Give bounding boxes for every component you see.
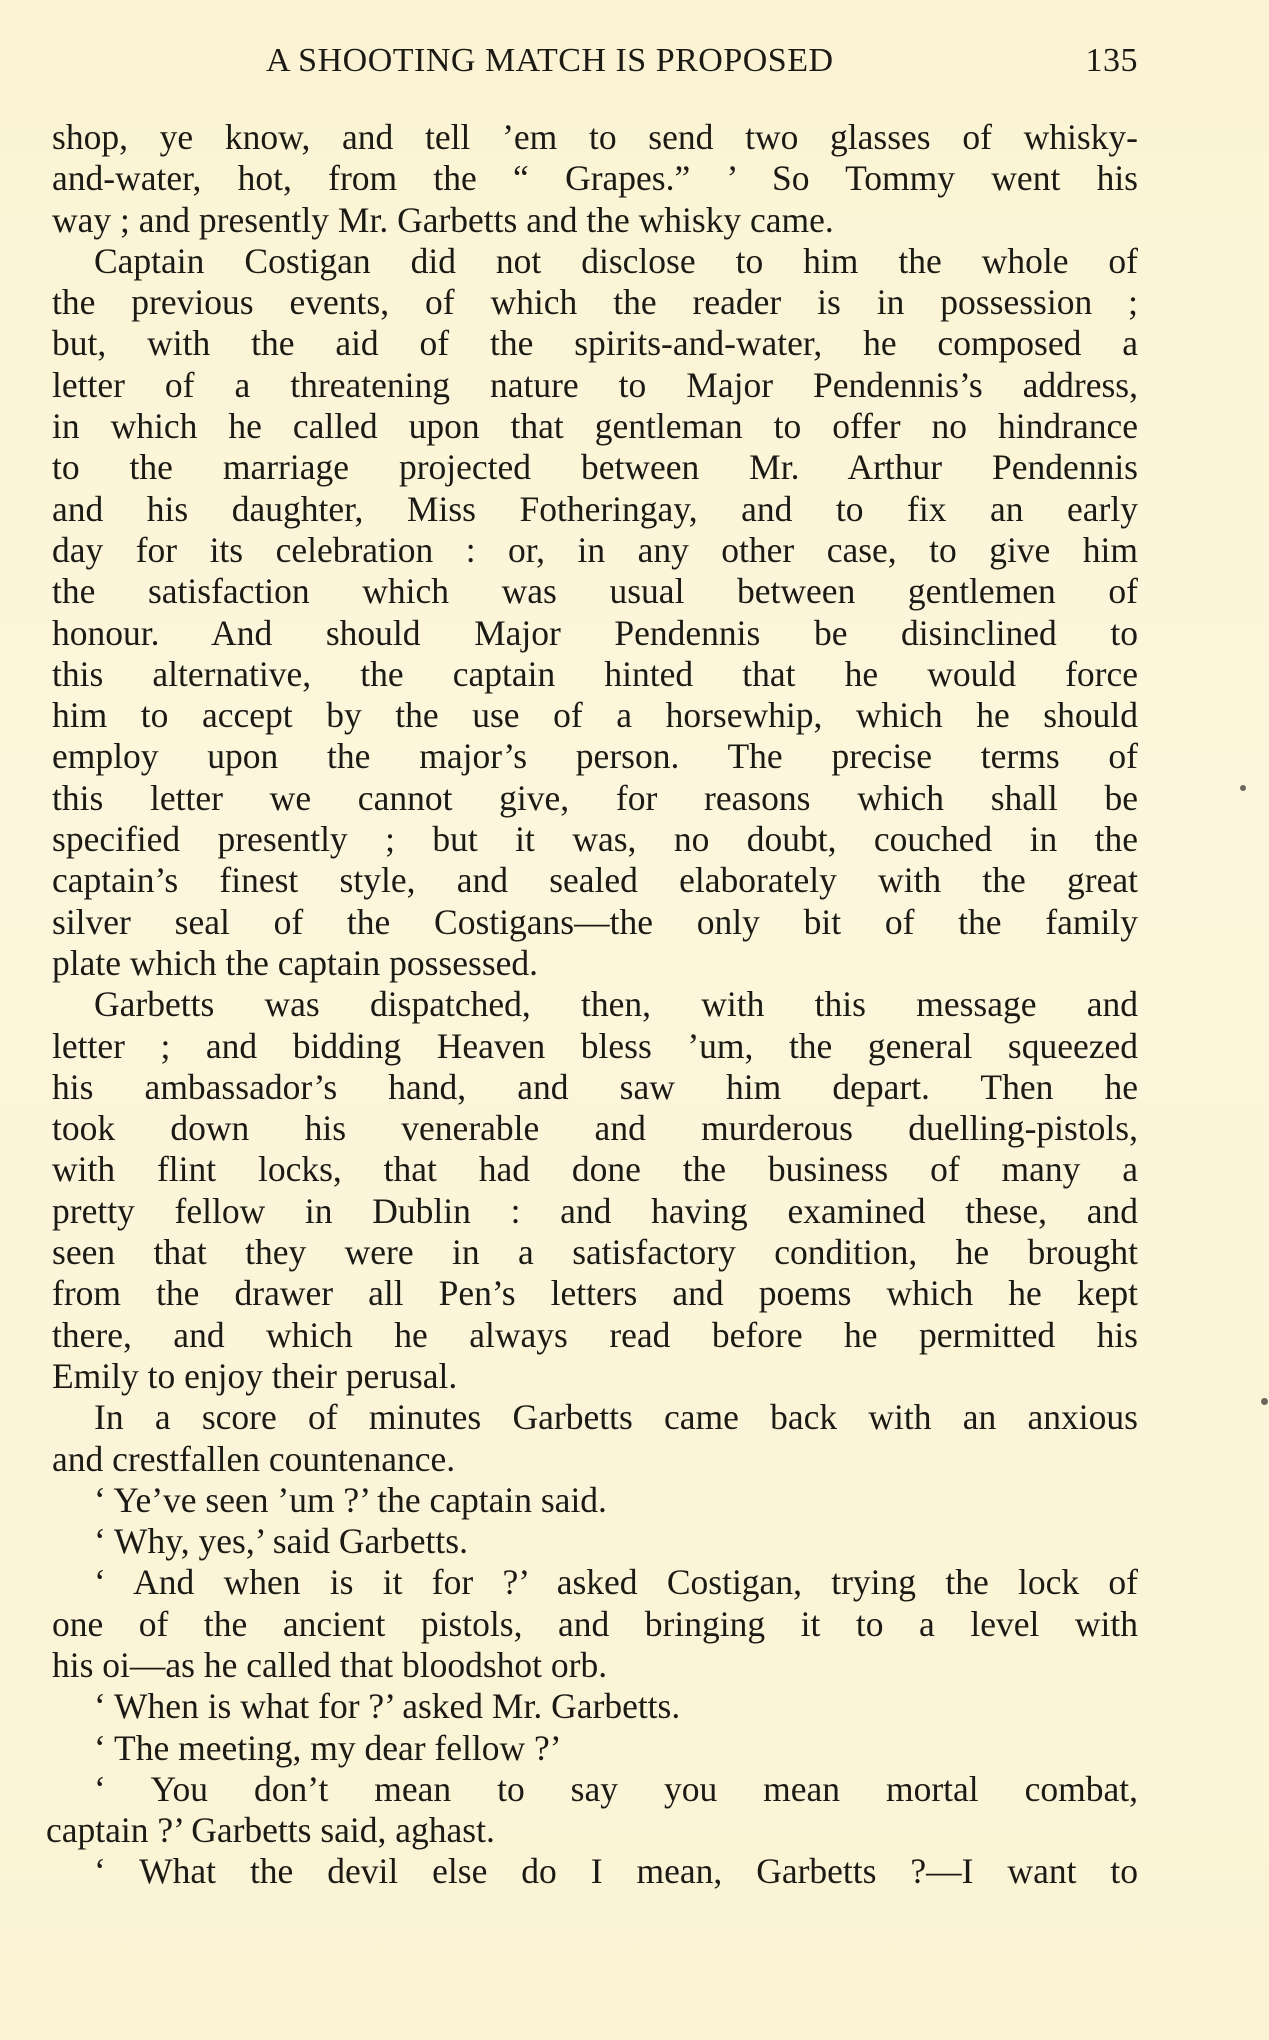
text-line: ‘ You don’t mean to say you mean mortal combat, xyxy=(94,1768,1138,1809)
text-line: him to accept by the use of a horsewhip, which he should xyxy=(52,695,1138,736)
text-line: ‘ What the devil else do I mean, Garbetts ?—I want to xyxy=(94,1851,1138,1892)
text-line: his ambassador’s hand, and saw him depart. Then he xyxy=(52,1066,1138,1107)
text-line: and crestfallen countenance. xyxy=(52,1438,456,1479)
text-line: in which he called upon that gentleman to offer no hindrance xyxy=(52,406,1138,447)
text-line: specified presently ; but it was, no doubt, couched in the xyxy=(52,819,1138,860)
text-line: Captain Costigan did not disclose to him the whole of xyxy=(94,240,1138,281)
text-line: from the drawer all Pen’s letters and poems which he kept xyxy=(52,1273,1138,1314)
chapter-title: A SHOOTING MATCH IS PROPOSED xyxy=(266,42,834,79)
text-line: his oi—as he called that bloodshot orb. xyxy=(52,1644,608,1685)
page-number: 135 xyxy=(1085,42,1138,79)
text-line: took down his venerable and murderous duelling-pistols, xyxy=(52,1108,1138,1149)
text-line: employ upon the major’s person. The precise terms of xyxy=(52,736,1138,777)
text-line: but, with the aid of the spirits-and-water, he composed a xyxy=(52,323,1138,364)
text-line: ‘ And when is it for ?’ asked Costigan, trying the lock of xyxy=(94,1562,1138,1603)
text-line: In a score of minutes Garbetts came back with an anxious xyxy=(94,1397,1138,1438)
text-line: plate which the captain possessed. xyxy=(52,942,539,983)
text-line: the satisfaction which was usual between gentlemen of xyxy=(52,571,1138,612)
text-line: and-water, hot, from the “ Grapes.” ’ So Tommy went his xyxy=(52,158,1138,199)
text-line: the previous events, of which the reader is in possession ; xyxy=(52,282,1138,323)
text-line: there, and which he always read before he permitted his xyxy=(52,1314,1138,1355)
paper-speck xyxy=(1240,785,1246,791)
text-line: pretty fellow in Dublin : and having examined these, and xyxy=(52,1190,1138,1231)
text-line: letter of a threatening nature to Major Pendennis’s address, xyxy=(52,364,1138,405)
text-line: and his daughter, Miss Fotheringay, and to fix an early xyxy=(52,488,1138,529)
text-line: captain’s finest style, and sealed elaborately with the great xyxy=(52,860,1138,901)
text-line: this letter we cannot give, for reasons which shall be xyxy=(52,777,1138,818)
text-line: ‘ Why, yes,’ said Garbetts. xyxy=(94,1521,468,1562)
text-line: with flint locks, that had done the business of many a xyxy=(52,1149,1138,1190)
text-line: day for its celebration : or, in any other case, to give him xyxy=(52,529,1138,570)
text-line: this alternative, the captain hinted that he would force xyxy=(52,653,1138,694)
text-line: silver seal of the Costigans—the only bit of the family xyxy=(52,901,1138,942)
text-line: ‘ Ye’ve seen ’um ?’ the captain said. xyxy=(94,1479,607,1520)
text-line: one of the ancient pistols, and bringing it to a level with xyxy=(52,1603,1138,1644)
text-line: way ; and presently Mr. Garbetts and the whisky came. xyxy=(52,199,834,240)
running-head xyxy=(56,42,1138,88)
text-line: shop, ye know, and tell ’em to send two glasses of whisky- xyxy=(52,117,1138,157)
text-line: Emily to enjoy their perusal. xyxy=(52,1355,458,1396)
text-line: ‘ When is what for ?’ asked Mr. Garbetts. xyxy=(94,1686,681,1727)
text-line: letter ; and bidding Heaven bless ’um, the general squeezed xyxy=(52,1025,1138,1066)
text-line: honour. And should Major Pendennis be disinclined to xyxy=(52,612,1138,653)
paper-speck xyxy=(1261,1398,1268,1405)
text-line: to the marriage projected between Mr. Arthur Pendennis xyxy=(52,447,1138,488)
text-line: Garbetts was dispatched, then, with this message and xyxy=(94,984,1138,1025)
text-line: captain ?’ Garbetts said, aghast. xyxy=(46,1810,495,1851)
text-line: ‘ The meeting, my dear fellow ?’ xyxy=(94,1727,562,1768)
text-line: seen that they were in a satisfactory condition, he brought xyxy=(52,1232,1138,1273)
body-text xyxy=(46,117,1138,1893)
